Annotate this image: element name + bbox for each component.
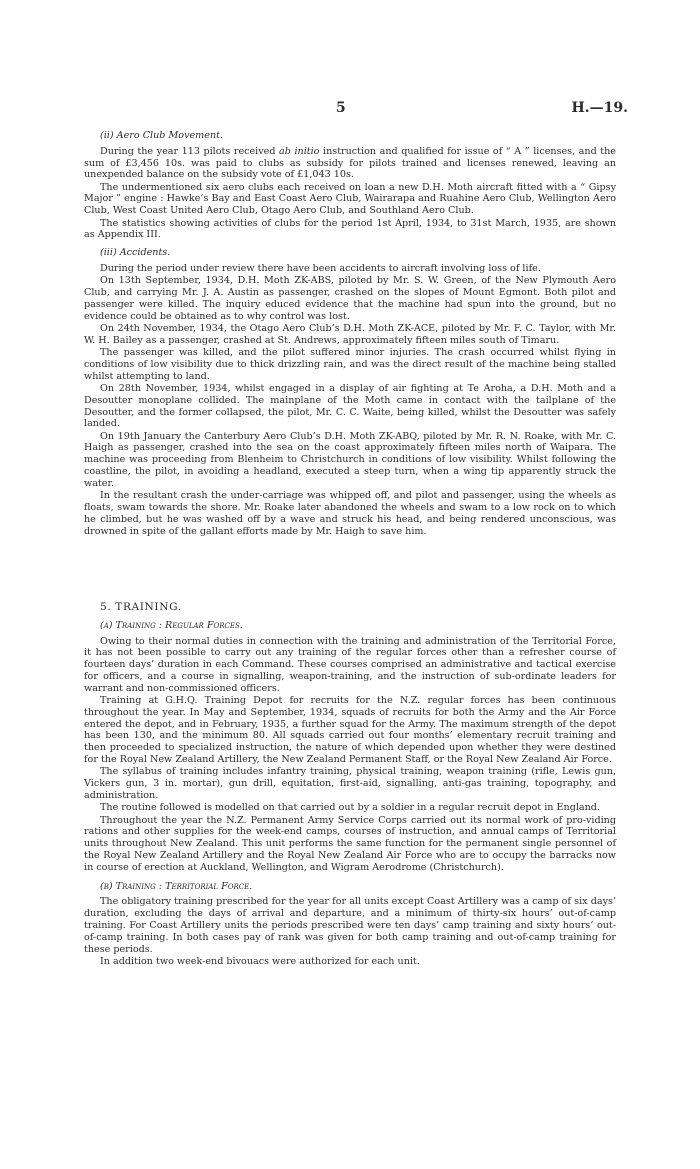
regular-forces-paragraph: The syllabus of training includes infantry training, physical training, weapon training (rifle, Lewis gun, Vickers gun, 3 in. mortar), gun drill, equitation, first-aid, signalling, anti-gas training, topography, and administration.: [84, 766, 616, 801]
training-heading: 5. TRAINING.: [100, 601, 182, 613]
regular-forces-paragraph: The routine followed is modelled on that carried out by a soldier in a regular recruit depot in England.: [100, 802, 600, 814]
regular-forces-paragraph: Owing to their normal duties in connection with the training and administration of the Territorial Force, it has not been possible to carry out any training of the regular forces other than a refresher course of fourteen days’ duration in each Command. These courses comprised an administrative and tactical exercise for officers, and a course in signalling, weapon-training, and the instruction of sub-ordinate leaders for warrant and non-commissioned officers.: [84, 635, 616, 694]
aero-club-paragraph-1: During the year 113 pilots received ab initio instruction and qualified for issue of “ A ” licenses, and the sum of £3,456 10s. was paid to clubs as subsidy for pilots trained and licenses renewed, leaving an unexpended balance on the subsidy vote of £1,043 10s.: [84, 145, 616, 181]
aero-club-paragraph-3: The statistics showing activities of clubs for the period 1st April, 1934, to 31st March, 1935, are shown as Appendix III.: [84, 217, 616, 241]
training-section: [84, 602, 616, 968]
territorial-force-paragraph: The obligatory training prescribed for the year for all units except Coast Artillery was a camp of six days’ duration, excluding the days of arrival and departure, and a minimum of thirty-six hours’ out-of-camp training. For Coast Artillery units the periods prescribed were ten days’ camp training and sixty hours’ out-of-camp training. In both cases pay of rank was given for both camp training and out-of-camp training for these periods.: [84, 896, 616, 955]
accidents-body: [84, 263, 616, 537]
accidents-paragraph: The passenger was killed, and the pilot suffered minor injuries. The crash occurred whilst flying in conditions of low visibility due to thick drizzling rain, and was the direct result of the machine being stalled whilst attempting to land.: [84, 347, 616, 382]
regular-forces-paragraph: Throughout the year the N.Z. Permanent Army Service Corps carried out its normal work of pro-viding rations and other supplies for the week-end camps, courses of instruction, and annual camps of Territorial units throughout New Zealand. This unit performs the same function for the permanent single personnel of the Royal New Zealand Artillery and the Royal New Zealand Air Force who are to occupy the barracks now in course of erection at Auckland, Wellington, and Wigram Aerodrome (Christchurch).: [84, 814, 616, 873]
territorial-force-paragraph: In addition two week-end bivouacs were authorized for each unit.: [100, 955, 420, 967]
accidents-paragraph: On 19th January the Canterbury Aero Club’s D.H. Moth ZK-ABQ, piloted by Mr. R. N. Roake, with Mr. C. Haigh as passenger, crashed into the sea on the coast approximately fifteen miles north of Waipara. The machine was proceeding from Blenheim to Christchurch in conditions of low visibility. Whilst following the coastline, the pilot, in avoiding a headland, executed a steep turn, when a wing tip apparently struck the water.: [84, 430, 616, 489]
regular-forces-paragraph: Training at G.H.Q. Training Depot for recruits for the N.Z. regular forces has been continuous throughout the year. In May and September, 1934, squads of recruits for both the Army and the Air Force entered the depot, and in February, 1935, a further squad for the Army. The maximum strength of the depot has been 130, and the minimum 80. All squads carried out four months’ elementary recruit training and then proceeded to specialized instruction, the nature of which depended upon whether they were destined for the Royal New Zealand Artillery, the New Zealand Permanent Staff, or the Royal New Zealand Air Force.: [84, 695, 616, 766]
accidents-heading: (iii) Accidents.: [100, 247, 171, 259]
accidents-paragraph: In the resultant crash the under-carriage was whipped off, and pilot and passenger, using the wheels as floats, swam towards the shore. Mr. Roake later abandoned the wheels and swam to a low rock on to which he climbed, but he was washed off by a wave and struck his head, and being rendered unconscious, was drowned in spite of the gallant efforts made by Mr. Haigh to save him.: [84, 490, 616, 537]
accidents-paragraph: On 13th September, 1934, D.H. Moth ZK-ABS, piloted by Mr. S. W. Green, of the New Plymouth Aero Club, and carrying Mr. J. A. Austin as passenger, crashed on the slopes of Mount Egmont. Both pilot and passenger were killed. The inquiry educed evidence that the machine had spun into the ground, but no evidence could be obtained as to why control was lost.: [84, 275, 616, 322]
territorial-force-body: [84, 896, 616, 967]
aviation-section: [84, 130, 616, 537]
regular-forces-heading: (a) Training : Regular Forces.: [100, 619, 243, 631]
accidents-paragraph: During the period under review there have been accidents to aircraft involving loss of life.: [100, 262, 541, 274]
page-number: 5: [336, 100, 346, 116]
territorial-force-heading: (b) Training : Territorial Force.: [100, 880, 253, 892]
aero-club-paragraph-2: The undermentioned six aero clubs each received on loan a new D.H. Moth aircraft fitted with a “ Gipsy Major ” engine : Hawke’s Bay and East Coast Aero Club, Wairarapa and Ruahine Aero Club, Wellington Aero Club, West Coast United Aero Club, Otago Aero Club, and Southland Aero Club.: [84, 181, 616, 217]
regular-forces-body: [84, 636, 616, 874]
accidents-paragraph: On 24th November, 1934, the Otago Aero Club’s D.H. Moth ZK-ACE, piloted by Mr. F. C. Taylor, with Mr. W. H. Bailey as a passenger, crashed at St. Andrews, approximately fifteen miles south of Timaru.: [84, 322, 616, 346]
document-series-number: H.—19.: [571, 100, 628, 116]
aero-club-heading: (ii) Aero Club Movement.: [100, 130, 224, 141]
accidents-paragraph: On 28th November, 1934, whilst engaged in a display of air fighting at Te Aroha, a D.H. Moth and a Desoutter monoplane collided. The mainplane of the Moth came in contact with the tailplane of the Desoutter, and the former collapsed, the pilot, Mr. C. C. Waite, being killed, whilst the Desoutter was safely landed.: [84, 382, 616, 430]
